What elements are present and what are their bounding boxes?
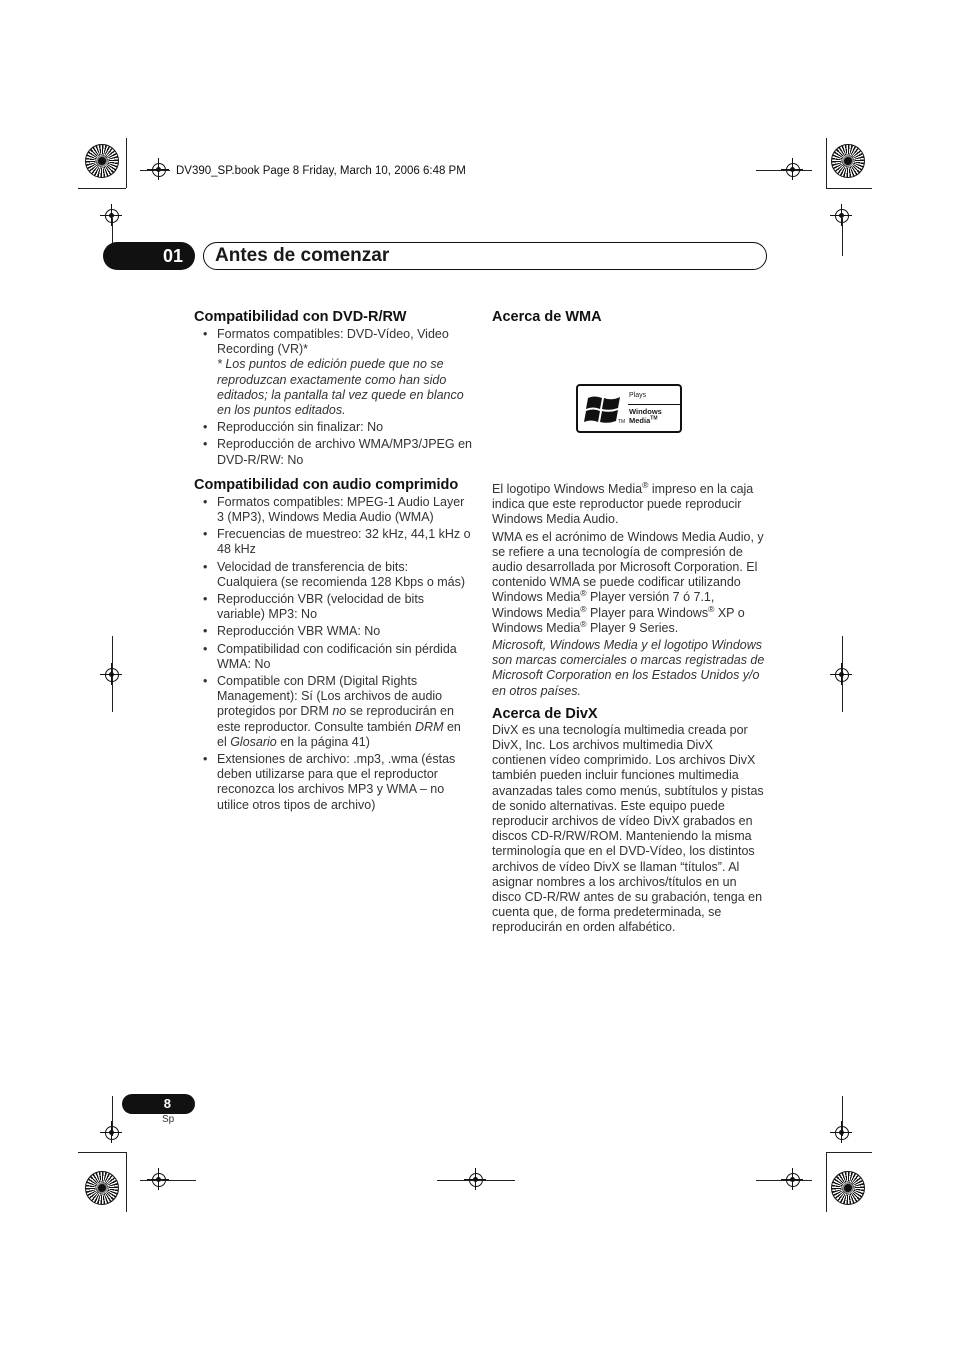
crop-mark: [126, 1152, 127, 1212]
paragraph: [492, 479, 768, 528]
logo-plays-text: Plays: [629, 392, 647, 399]
section-heading: Compatibilidad con audio comprimido: [194, 476, 459, 493]
page-language: Sp: [162, 1114, 175, 1125]
list-item: • Compatibilidad con codificación sin pérdida WMA: No: [194, 642, 472, 672]
logo-divider: [628, 404, 680, 405]
registration-sunburst-icon: [831, 144, 865, 178]
registration-crosshair-icon: [469, 1173, 483, 1187]
list-item: • Reproducción sin finalizar: No: [194, 420, 472, 435]
text-run: El logotipo Windows Media: [492, 482, 643, 496]
chapter-title: Antes de comenzar: [215, 245, 390, 266]
registration-crosshair-icon: [786, 163, 800, 177]
crop-mark: [826, 188, 872, 189]
list-item: • Reproducción VBR WMA: No: [194, 624, 472, 639]
crop-mark: [826, 1152, 872, 1153]
section-heading: Acerca de WMA: [492, 309, 602, 325]
registered-mark: ®: [580, 603, 587, 614]
text-run: en la página 41): [276, 734, 370, 749]
list-item: • Extensiones de archivo: .mp3, .wma (éstas deben utilizarse para que el reproductor reconozca los archivos MP3 y WMA – no utilice otros tipos de archivo): [194, 752, 472, 813]
windows-media-logo: [576, 384, 682, 433]
crop-mark: [826, 138, 827, 188]
paragraph: DivX es una tecnología multimedia creada por DivX, Inc. Los archivos multimedia DivX contienen vídeo comprimido. Los archivos DivX también pueden incluir funciones multimedia avanzadas tales como menús, subtítulos y pistas de sonido alternativas. Este equipo puede reproducir archivos de vídeo DivX grabados en discos CD-R/RW/ROM. Manteniendo la misma terminología que en el DVD-Vídeo, los distintos archivos de vídeo DivX se llaman “títulos”. Al asignar nombres a los archivos/títulos en un disco CD-R/RW antes de su grabación, tenga en cuenta que, de forma predeterminada, se reproducirán en orden alfabético.: [492, 722, 764, 935]
registration-crosshair-icon: [105, 668, 119, 682]
crop-mark: [826, 1152, 827, 1212]
logo-line: Media: [629, 416, 651, 425]
text-run: Player 9 Series.: [586, 620, 679, 635]
registered-mark: ®: [708, 603, 715, 614]
crop-mark: [78, 1152, 126, 1153]
registration-crosshair-icon: [152, 163, 166, 177]
text-run: en el: [217, 719, 461, 749]
section-heading: Compatibilidad con DVD-R/RW: [194, 309, 407, 325]
list-item: • Reproducción VBR (velocidad de bits variable) MP3: No: [194, 592, 472, 622]
text-run: Glosario: [230, 734, 277, 749]
list-item: • Velocidad de transferencia de bits: Cualquiera (se recomienda 128 Kbps o más): [194, 560, 472, 590]
registration-crosshair-icon: [152, 1173, 166, 1187]
crop-mark: [842, 218, 843, 256]
page-number: 8: [122, 1094, 195, 1114]
registered-mark: ®: [580, 618, 587, 629]
text-run: no: [332, 704, 347, 719]
logo-line: Windows: [629, 407, 662, 416]
logo-tm: TM: [650, 415, 658, 422]
registration-crosshair-icon: [835, 1126, 849, 1140]
chapter-number: 01: [103, 242, 195, 270]
text-run: WMA es el acrónimo de Windows Media Audio, y se refiere a una tecnología de compresión de audio desarrollada por Microsoft Corporation. El contenido WMA se puede codificar utilizando Windows Media: [492, 529, 764, 605]
crop-mark: [140, 1180, 196, 1181]
registration-sunburst-icon: [85, 1171, 119, 1205]
text-run: Compatible con DRM (Digital Rights Management): Sí (Los archivos de audio protegidos por DRM: [217, 674, 443, 719]
list-item-text: Formatos compatibles: DVD-Vídeo, Video Recording (VR)*: [217, 327, 449, 357]
footnote-text: * Los puntos de edición puede que no se reproduzcan exactamente como han sido editados; la pantalla tal vez quede en blanco en los puntos editados.: [217, 357, 464, 418]
print-header: DV390_SP.book Page 8 Friday, March 10, 2006 6:48 PM: [176, 165, 466, 177]
logo-wordmark: [629, 407, 662, 425]
crop-mark: [78, 188, 126, 189]
registration-crosshair-icon: [786, 1173, 800, 1187]
text-run: XP o Windows Media: [492, 605, 745, 635]
crop-mark: [126, 138, 127, 188]
text-run: impreso en la caja indica que este reproductor puede reproducir Windows Media Audio.: [492, 482, 754, 527]
bullet-list: [194, 495, 472, 813]
list-item: • Frecuencias de muestreo: 32 kHz, 44,1 kHz o 48 kHz: [194, 527, 472, 557]
list-item: [194, 674, 472, 750]
bullet-list: [194, 327, 472, 468]
registration-crosshair-icon: [835, 209, 849, 223]
left-column: [194, 308, 472, 819]
logo-tm: TM: [618, 419, 626, 425]
list-item: [194, 327, 472, 418]
registration-crosshair-icon: [105, 209, 119, 223]
crop-mark: [756, 170, 812, 171]
registration-sunburst-icon: [831, 1171, 865, 1205]
text-run: Player versión 7 ó 7.1, Windows Media: [492, 590, 715, 620]
section-heading: Acerca de DivX: [492, 705, 598, 722]
text-run: DRM: [415, 719, 444, 734]
trademark-notice: Microsoft, Windows Media y el logotipo Windows son marcas comerciales o marcas registradas de Microsoft Corporation en los Estados Unidos y/o en otros países.: [492, 638, 765, 698]
text-run: Player para Windows: [586, 605, 709, 620]
list-item: • Reproducción de archivo WMA/MP3/JPEG en DVD-R/RW: No: [194, 437, 472, 467]
registered-mark: ®: [580, 588, 587, 599]
text-run: se reproducirán en este reproductor. Consulte también: [217, 704, 454, 734]
registration-crosshair-icon: [835, 668, 849, 682]
registered-mark: ®: [642, 479, 649, 490]
registration-crosshair-icon: [105, 1126, 119, 1140]
registration-sunburst-icon: [85, 144, 119, 178]
list-item: • Formatos compatibles: MPEG-1 Audio Layer 3 (MP3), Windows Media Audio (WMA): [194, 495, 472, 525]
paragraph: [492, 530, 768, 636]
crop-mark: [756, 1180, 812, 1181]
